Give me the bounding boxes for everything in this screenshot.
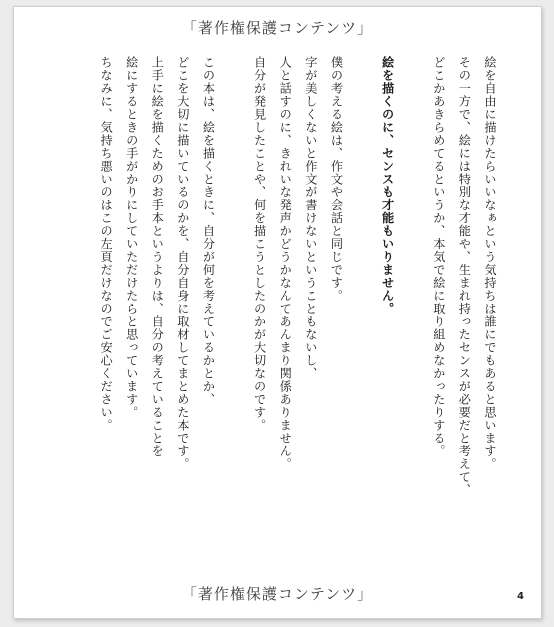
document-page [13, 6, 542, 619]
body-line: 僕の考える絵は、作文や会話と同じです。 [329, 56, 344, 303]
blank-line [348, 56, 374, 511]
body-line: ちなみに、気持ち悪いのはこの左頁だけなのでご安心ください。 [99, 56, 114, 432]
vertical-body-text [84, 56, 502, 511]
body-line: その一方で、絵には特別な才能や、生まれ持ったセンスが必要だと考えて、 [457, 56, 472, 497]
page-header: 「著作権保護コンテンツ」 [181, 19, 374, 37]
blank-line [220, 56, 246, 511]
blank-line [400, 56, 426, 511]
body-line: 自分が発見したことや、何を描こうとしたのかが大切なのです。 [252, 56, 267, 432]
body-line: 絵を自由に描けたらいいなぁという気持ちは誰にでもあると思います。 [483, 56, 497, 471]
body-line: この本は、絵を描くときに、自分が何を考えているかとか、 [201, 56, 216, 406]
emphasis-line: 絵を描くのに、センスも才能もいりません。 [380, 56, 395, 315]
body-line: 人と話すのに、きれいな発声かどうかなんてあんまり関係ありません。 [278, 56, 293, 471]
page-footer: 「著作権保護コンテンツ」 [181, 585, 374, 603]
page-number: 4 [517, 591, 524, 602]
body-line: 絵にするときの手がかりにしていただけたらと思っています。 [124, 56, 139, 419]
body-line: 上手に絵を描くためのお手本というよりは、自分の考えていることを [150, 56, 165, 458]
body-line: どこを大切に描いているのかを、自分自身に取材してまとめた本です。 [175, 56, 190, 471]
body-line: 字が美しくないと作文が書けないということもないし、 [303, 56, 318, 380]
body-line: どこかあきらめてるというか、本気で絵に取り組めなかったりする。 [431, 56, 446, 458]
